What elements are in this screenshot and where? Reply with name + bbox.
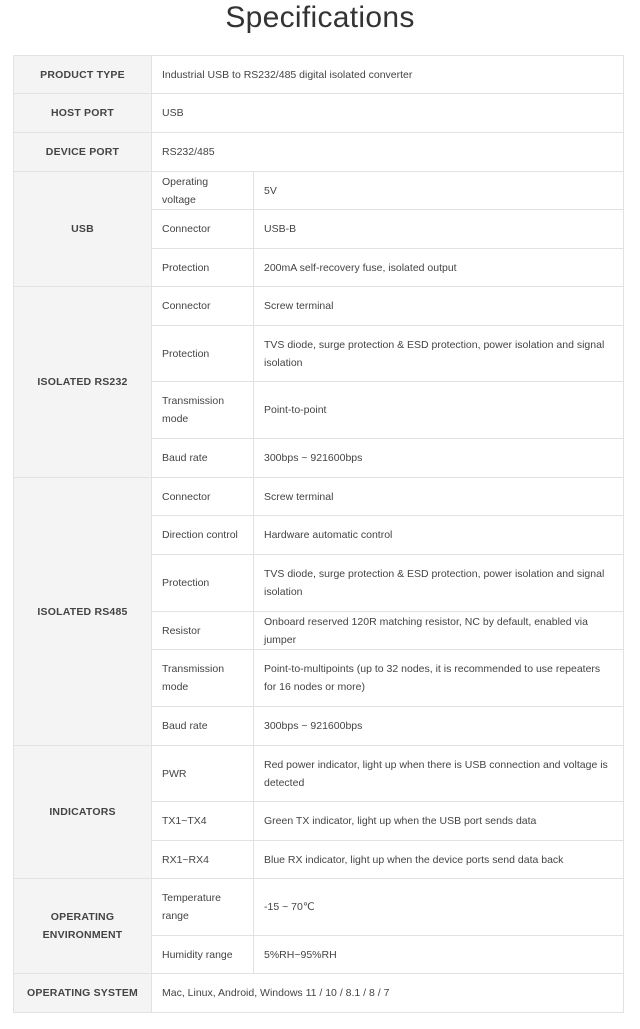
table-row bbox=[14, 56, 624, 94]
sub-label: Protection bbox=[152, 326, 254, 382]
value-cell: 5%RH~95%RH bbox=[254, 936, 624, 974]
category-label: PRODUCT TYPE bbox=[14, 56, 152, 94]
sub-label: Connector bbox=[152, 478, 254, 516]
value-cell: 300bps ~ 921600bps bbox=[254, 439, 624, 478]
sub-label: Protection bbox=[152, 249, 254, 287]
value-cell: USB-B bbox=[254, 210, 624, 249]
value-cell: Hardware automatic control bbox=[254, 516, 624, 555]
category-label: DEVICE PORT bbox=[14, 133, 152, 172]
page-title-text: Specifications bbox=[225, 1, 415, 34]
sub-label: Temperature range bbox=[152, 879, 254, 936]
sub-label: Transmission mode bbox=[152, 650, 254, 707]
specifications-table bbox=[13, 55, 624, 1013]
category-label: HOST PORT bbox=[14, 94, 152, 133]
category-label: USB bbox=[14, 172, 152, 287]
value-cell: TVS diode, surge protection & ESD protection, power isolation and signal isolation bbox=[254, 555, 624, 612]
table-row bbox=[14, 974, 624, 1013]
sub-label: Humidity range bbox=[152, 936, 254, 974]
sub-label: Direction control bbox=[152, 516, 254, 555]
sub-label: Connector bbox=[152, 287, 254, 326]
table-row bbox=[14, 94, 624, 133]
value-cell: Blue RX indicator, light up when the device ports send data back bbox=[254, 841, 624, 879]
sub-label: Connector bbox=[152, 210, 254, 249]
category-label: ISOLATED RS485 bbox=[14, 478, 152, 746]
sub-label: Transmission mode bbox=[152, 382, 254, 439]
value-cell: TVS diode, surge protection & ESD protection, power isolation and signal isolation bbox=[254, 326, 624, 382]
table-row bbox=[14, 172, 624, 210]
value-cell: Onboard reserved 120R matching resistor, NC by default, enabled via jumper bbox=[254, 612, 624, 650]
sub-label: Baud rate bbox=[152, 707, 254, 746]
table-row bbox=[14, 879, 624, 936]
table-row bbox=[14, 746, 624, 802]
value-cell: Industrial USB to RS232/485 digital isolated converter bbox=[152, 56, 624, 94]
value-cell: Screw terminal bbox=[254, 478, 624, 516]
value-cell: Mac, Linux, Android, Windows 11 / 10 / 8.1 / 8 / 7 bbox=[152, 974, 624, 1013]
category-label: OPERATING ENVIRONMENT bbox=[14, 879, 152, 974]
value-cell: Point-to-point bbox=[254, 382, 624, 439]
value-cell: RS232/485 bbox=[152, 133, 624, 172]
sub-label: TX1~TX4 bbox=[152, 802, 254, 841]
value-cell: USB bbox=[152, 94, 624, 133]
sub-label: Protection bbox=[152, 555, 254, 612]
value-cell: Point-to-multipoints (up to 32 nodes, it is recommended to use repeaters for 16 nodes or more) bbox=[254, 650, 624, 707]
value-cell: Screw terminal bbox=[254, 287, 624, 326]
category-label: OPERATING SYSTEM bbox=[14, 974, 152, 1013]
table-row bbox=[14, 287, 624, 326]
sub-label: Resistor bbox=[152, 612, 254, 650]
table-row bbox=[14, 133, 624, 172]
value-cell: 300bps ~ 921600bps bbox=[254, 707, 624, 746]
value-cell: 200mA self-recovery fuse, isolated output bbox=[254, 249, 624, 287]
category-label: INDICATORS bbox=[14, 746, 152, 879]
sub-label: Baud rate bbox=[152, 439, 254, 478]
value-cell: Green TX indicator, light up when the USB port sends data bbox=[254, 802, 624, 841]
value-cell: Red power indicator, light up when there is USB connection and voltage is detected bbox=[254, 746, 624, 802]
value-cell: 5V bbox=[254, 172, 624, 210]
sub-label: PWR bbox=[152, 746, 254, 802]
sub-label: RX1~RX4 bbox=[152, 841, 254, 879]
value-cell: -15 ~ 70℃ bbox=[254, 879, 624, 936]
page-title bbox=[0, 0, 640, 54]
sub-label: Operating voltage bbox=[152, 172, 254, 210]
category-label: ISOLATED RS232 bbox=[14, 287, 152, 478]
table-row bbox=[14, 478, 624, 516]
